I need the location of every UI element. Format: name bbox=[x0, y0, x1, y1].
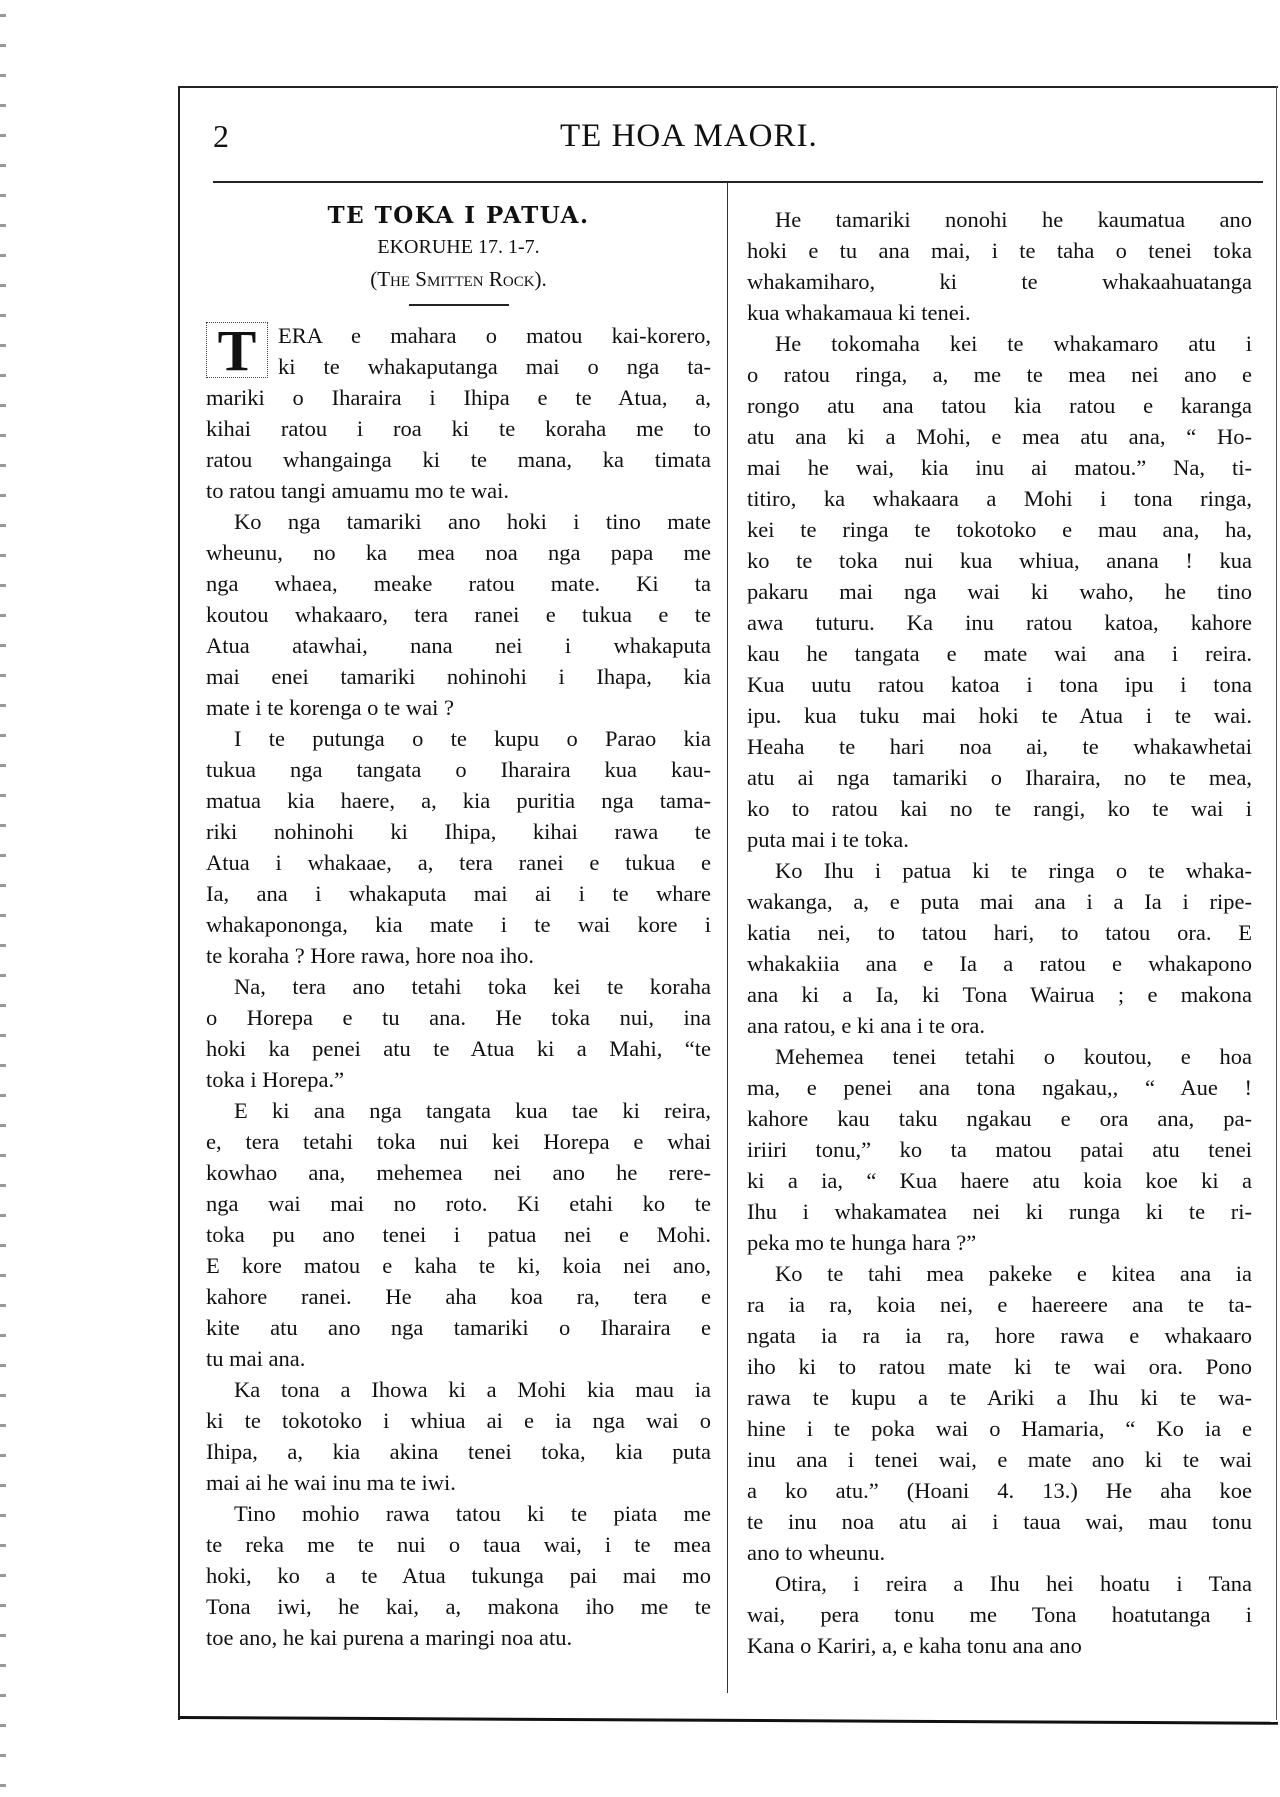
text-line: E kore matou e kaha te ki, koia nei ano, bbox=[206, 1253, 711, 1278]
text-line: ana ki a Ia, ki Tona Wairua ; e makona bbox=[747, 982, 1252, 1007]
page-number: 2 bbox=[213, 118, 229, 154]
text-line: Kana o Kariri, a, e kaha tonu ana ano bbox=[747, 1633, 1082, 1658]
text-line: Ko te tahi mea pakeke e kitea ana ia bbox=[775, 1261, 1252, 1286]
text-line: a ko atu.” (Hoani 4. 13.) He aha koe bbox=[747, 1478, 1252, 1503]
text-line: wakanga, a, e puta mai ana i a Ia i ripe- bbox=[747, 889, 1252, 914]
frame-right-rule bbox=[1276, 86, 1277, 1720]
text-line: peka mo te hunga hara ?” bbox=[747, 1230, 977, 1255]
text-line: He tamariki nonohi he kaumatua ano bbox=[775, 207, 1252, 232]
paragraph bbox=[206, 320, 711, 506]
text-line: whakakiia ana e Ia a ratou e whakapono bbox=[747, 951, 1252, 976]
text-line: ko to ratou kai no te rangi, ko te wai i bbox=[747, 796, 1252, 821]
text-line: He tokomaha kei te whakamaro atu i bbox=[775, 331, 1252, 356]
text-line: Tino mohio rawa tatou ki te piata me bbox=[234, 1501, 711, 1526]
english-title: (The Smitten Rock). bbox=[370, 267, 547, 291]
title-rule bbox=[409, 304, 509, 306]
text-line: Atua i whakaae, a, tera ranei e tukua e bbox=[206, 850, 711, 875]
text-line: ERA e mahara o matou kai-korero, bbox=[278, 323, 711, 348]
text-line: te reka me te nui o taua wai, i te mea bbox=[206, 1532, 711, 1557]
text-line: titiro, ka whakaara a Mohi i tona ringa, bbox=[747, 486, 1252, 511]
text-line: matua kia haere, a, kia puritia nga tama- bbox=[206, 788, 711, 813]
right-column-body bbox=[747, 204, 1252, 1661]
text-line: te koraha ? Hore rawa, hore noa iho. bbox=[206, 943, 534, 968]
text-line: to ratou tangi amuamu mo te wai. bbox=[206, 478, 510, 503]
text-line: riki nohinohi ki Ihipa, kihai rawa te bbox=[206, 819, 711, 844]
text-line: Ia, ana i whakaputa mai ai i te whare bbox=[206, 881, 711, 906]
text-line: Mehemea tenei tetahi o koutou, e hoa bbox=[775, 1044, 1252, 1069]
text-line: toka i Horepa.” bbox=[206, 1067, 345, 1092]
text-line: Ihu i whakamatea nei ki runga ki te ri- bbox=[747, 1199, 1252, 1224]
text-line: Ka tona a Ihowa ki a Mohi kia mau ia bbox=[234, 1377, 711, 1402]
text-line: whakamiharo, ki te whakaahuatanga bbox=[747, 269, 1252, 294]
text-line: rawa te kupu a te Ariki a Ihu ki te wa- bbox=[747, 1385, 1252, 1410]
text-line: mariki o Iharaira i Ihipa e te Atua, a, bbox=[206, 385, 711, 410]
text-line: mai enei tamariki nohinohi i Ihapa, kia bbox=[206, 664, 711, 689]
text-line: o Horepa e tu ana. He toka nui, ina bbox=[206, 1005, 711, 1030]
text-line: ra ia ra, koia nei, e haereere ana te ta- bbox=[747, 1292, 1252, 1317]
text-line: hine i te poka wai o Hamaria, “ Ko ia e bbox=[747, 1416, 1252, 1441]
text-line: tu mai ana. bbox=[206, 1346, 306, 1371]
paragraph bbox=[206, 1374, 711, 1498]
paragraph bbox=[206, 1498, 711, 1653]
text-line: tukua nga tangata o Iharaira kua kau- bbox=[206, 757, 711, 782]
text-line: kite atu ano nga tamariki o Iharaira e bbox=[206, 1315, 711, 1340]
left-column bbox=[206, 200, 711, 1653]
text-line: hoki e tu ana mai, i te taha o tenei toka bbox=[747, 238, 1252, 263]
column-divider bbox=[727, 183, 728, 1693]
text-line: nga wai mai no roto. Ki etahi ko te bbox=[206, 1191, 711, 1216]
text-line: e, tera tetahi toka nui kei Horepa e whai bbox=[206, 1129, 711, 1154]
text-line: iho ki to ratou mate ki te wai ora. Pono bbox=[747, 1354, 1252, 1379]
paragraph bbox=[747, 1258, 1252, 1568]
text-line: whakapononga, kia mate i te wai kore i bbox=[206, 912, 711, 937]
scan-edge-artifact bbox=[0, 0, 6, 1797]
article-title: TE TOKA I PATUA. bbox=[327, 202, 590, 229]
text-line: kei te ringa te tokotoko e mau ana, ha, bbox=[747, 517, 1252, 542]
text-line: ki te whakaputanga mai o nga ta- bbox=[278, 354, 711, 379]
text-line: Tona iwi, he kai, a, makona iho me te bbox=[206, 1594, 711, 1619]
paragraph bbox=[206, 1095, 711, 1374]
text-line: te inu noa atu ai i taua wai, mau tonu bbox=[747, 1509, 1252, 1534]
text-line: koutou whakaaro, tera ranei e tukua e te bbox=[206, 602, 711, 627]
header-rule bbox=[213, 181, 1263, 183]
text-line: wheunu, no ka mea noa nga papa me bbox=[206, 540, 711, 565]
paragraph bbox=[206, 506, 711, 723]
text-line: toka pu ano tenei i patua nei e Mohi. bbox=[206, 1222, 711, 1247]
text-line: mai he wai, kia inu ai matou.” Na, ti- bbox=[747, 455, 1252, 480]
text-line: ana ratou, e ki ana i te ora. bbox=[747, 1013, 986, 1038]
paragraph bbox=[206, 723, 711, 971]
text-line: ma, e penei ana tona ngakau,, “ Aue ! bbox=[747, 1075, 1252, 1100]
text-line: Ko nga tamariki ano hoki i tino mate bbox=[234, 509, 711, 534]
text-line: iriiri tonu,” ko ta matou patai atu tenei bbox=[747, 1137, 1252, 1162]
text-line: kihai ratou i roa ki te koraha me to bbox=[206, 416, 711, 441]
paragraph bbox=[747, 1041, 1252, 1258]
text-line: kua whakamaua ki tenei. bbox=[747, 300, 971, 325]
text-line: ipu. kua tuku mai hoki te Atua i te wai. bbox=[747, 703, 1252, 728]
text-line: Kua uutu ratou katoa i tona ipu i tona bbox=[747, 672, 1252, 697]
text-line: wai, pera tonu me Tona hoatutanga i bbox=[747, 1602, 1252, 1627]
text-line: puta mai i te toka. bbox=[747, 827, 909, 852]
right-column bbox=[747, 204, 1252, 1661]
scripture-reference: EKORUHE 17. 1-7. bbox=[377, 236, 540, 258]
text-line: ki a ia, “ Kua haere atu koia koe ki a bbox=[747, 1168, 1252, 1193]
frame-bottom-rule bbox=[180, 1716, 1278, 1725]
text-line: hoki, ko a te Atua tukunga pai mai mo bbox=[206, 1563, 711, 1588]
text-line: I te putunga o te kupu o Parao kia bbox=[234, 726, 711, 751]
text-line: Ko Ihu i patua ki te ringa o te whaka- bbox=[775, 858, 1252, 883]
text-line: Atua atawhai, nana nei i whakaputa bbox=[206, 633, 711, 658]
text-line: Heaha te hari noa ai, te whakawhetai bbox=[747, 734, 1252, 759]
ornamental-drop-cap: T bbox=[206, 322, 268, 378]
text-line: kahore ranei. He aha koa ra, tera e bbox=[206, 1284, 711, 1309]
text-line: hoki ka penei atu te Atua ki a Mahi, “te bbox=[206, 1036, 711, 1061]
text-line: Otira, i reira a Ihu hei hoatu i Tana bbox=[775, 1571, 1252, 1596]
text-line: o ratou ringa, a, me te mea nei ano e bbox=[747, 362, 1252, 387]
text-line: kowhao ana, mehemea nei ano he rere- bbox=[206, 1160, 711, 1185]
paragraph bbox=[206, 971, 711, 1095]
text-line: Ihipa, a, kia akina tenei toka, kia puta bbox=[206, 1439, 711, 1464]
text-line: pakaru mai nga wai ki waho, he tino bbox=[747, 579, 1252, 604]
paragraph bbox=[747, 1568, 1252, 1661]
text-line: atu ana ki a Mohi, e mea atu ana, “ Ho- bbox=[747, 424, 1252, 449]
frame-top-rule bbox=[178, 86, 1278, 88]
text-line: E ki ana nga tangata kua tae ki reira, bbox=[234, 1098, 711, 1123]
text-line: nga whaea, meake ratou mate. Ki ta bbox=[206, 571, 711, 596]
text-line: rongo atu ana tatou kia ratou e karanga bbox=[747, 393, 1252, 418]
text-line: inu ana i tenei wai, e mate ano ki te wai bbox=[747, 1447, 1252, 1472]
text-line: katia nei, to tatou hari, to tatou ora. E bbox=[747, 920, 1252, 945]
text-line: mai ai he wai inu ma te iwi. bbox=[206, 1470, 456, 1495]
frame-left-rule bbox=[178, 86, 180, 1720]
text-line: Na, tera ano tetahi toka kei te koraha bbox=[234, 974, 711, 999]
text-line: ko te toka nui kua whiua, anana ! kua bbox=[747, 548, 1252, 573]
text-line: ano to wheunu. bbox=[747, 1540, 886, 1565]
text-line: mate i te korenga o te wai ? bbox=[206, 695, 455, 720]
text-line: kahore kau taku ngakau e ora ana, pa- bbox=[747, 1106, 1252, 1131]
text-line: kau he tangata e mate wai ana i reira. bbox=[747, 641, 1252, 666]
paragraph bbox=[747, 328, 1252, 855]
running-title: TE HOA MAORI. bbox=[560, 118, 818, 154]
paragraph bbox=[747, 855, 1252, 1041]
text-line: ngata ia ra ia ra, hore rawa e whakaaro bbox=[747, 1323, 1252, 1348]
text-line: ratou whangainga ki te mana, ka timata bbox=[206, 447, 711, 472]
text-line: toe ano, he kai purena a maringi noa atu. bbox=[206, 1625, 573, 1650]
text-line: ki te tokotoko i whiua ai e ia nga wai o bbox=[206, 1408, 711, 1433]
left-column-body bbox=[206, 320, 711, 1653]
text-line: atu ai nga tamariki o Iharaira, no te mea, bbox=[747, 765, 1252, 790]
text-line: awa tuturu. Ka inu ratou katoa, kahore bbox=[747, 610, 1252, 635]
paragraph bbox=[747, 204, 1252, 328]
